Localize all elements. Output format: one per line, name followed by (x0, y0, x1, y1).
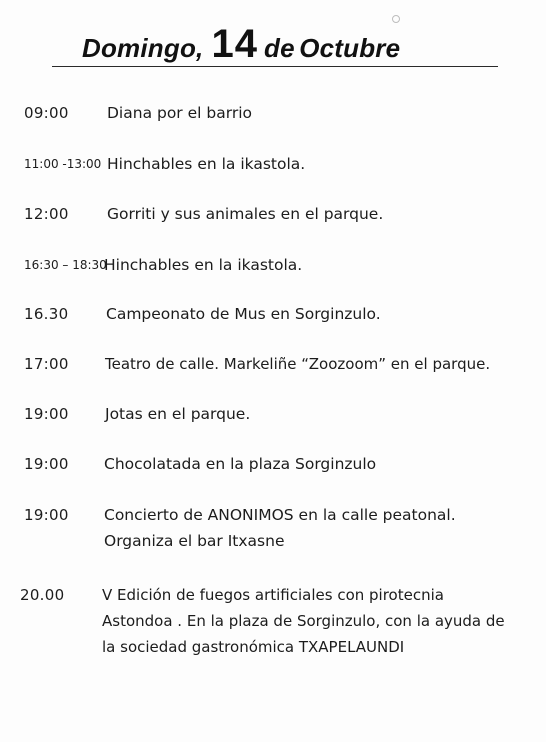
event-description-line: Teatro de calle. Markeliñe “Zoozoom” en el parque. (105, 355, 491, 373)
event-description (105, 401, 250, 427)
event-time: 16.30 (24, 305, 69, 323)
event-description-line: Astondoa . En la plaza de Sorginzulo, con la ayuda de (102, 612, 505, 630)
title-day-number: 14 (211, 22, 258, 66)
event-time: 09:00 (24, 104, 69, 122)
event-description (105, 351, 490, 377)
title-month-prefix: de (263, 33, 295, 63)
event-description (104, 252, 302, 278)
event-time: 19:00 (24, 506, 69, 524)
event-description (104, 451, 376, 477)
event-description-line: la sociedad gastronómica TXAPELAUNDI (102, 638, 405, 656)
event-description-line: Concierto de ANONIMOS en la calle peatonal. (104, 506, 456, 524)
event-description (106, 301, 381, 327)
title-weekday: Domingo, (82, 33, 204, 63)
event-description-line: Hinchables en la ikastola. (107, 155, 306, 173)
event-description-line: Organiza el bar Itxasne (104, 532, 285, 550)
event-time: 19:00 (24, 405, 69, 423)
event-description-line: Gorriti y sus animales en el parque. (107, 205, 384, 223)
event-time: 19:00 (24, 455, 69, 473)
event-description (107, 201, 383, 227)
title-month: Octubre (299, 33, 401, 63)
event-description (102, 582, 505, 660)
event-description-line: Jotas en el parque. (105, 405, 251, 423)
event-time: 11:00 -13:00 (24, 157, 102, 171)
event-description-line: Chocolatada en la plaza Sorginzulo (104, 455, 377, 473)
event-description (107, 100, 252, 126)
event-description-line: Diana por el barrio (107, 104, 252, 122)
event-time: 17:00 (24, 355, 69, 373)
event-description-line: V Edición de fuegos artificiales con pirotecnia (102, 586, 444, 604)
event-description-line: Campeonato de Mus en Sorginzulo. (106, 305, 381, 323)
event-time: 16:30 – 18:30 (24, 258, 107, 272)
event-time: 12:00 (24, 205, 69, 223)
event-time: 20.00 (20, 586, 65, 604)
event-description (104, 502, 456, 554)
event-description (107, 151, 305, 177)
event-description-line: Hinchables en la ikastola. (104, 256, 303, 274)
